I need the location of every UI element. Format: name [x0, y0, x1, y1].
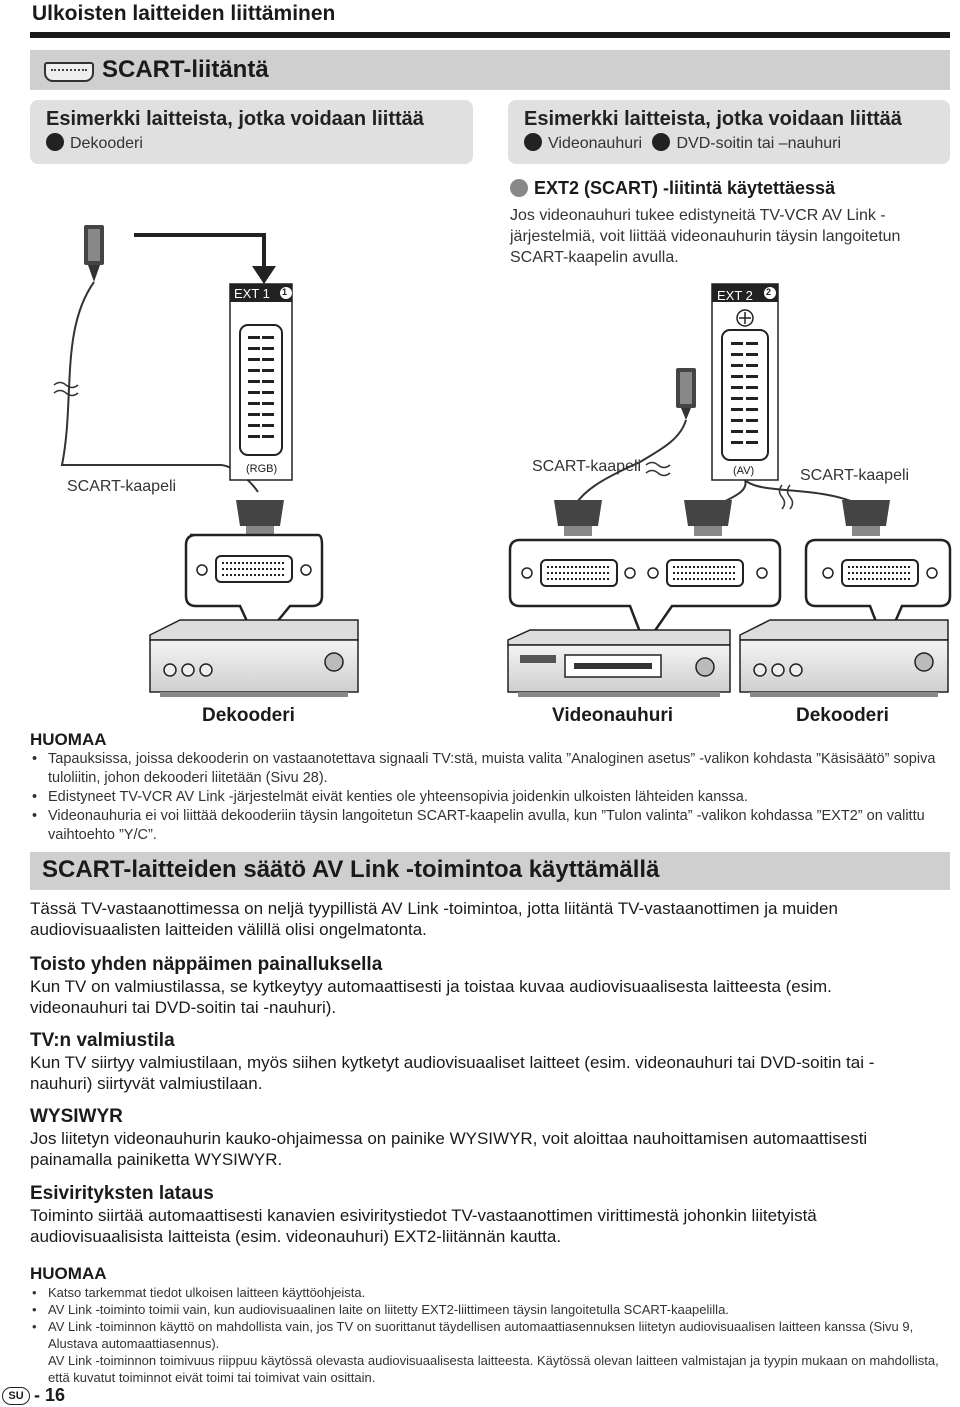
- arrow-head-icon: [252, 266, 276, 284]
- scart-plug-icon: [676, 368, 696, 420]
- note-item: • AV Link -toiminnon käyttö on mahdollista vain, jos TV on suorittanut täydellisen automaattiasennuksen liitetyn audiovisuaalisen laitteen kanssa (Sivu 9, Alustava automaattiasennus).: [30, 1318, 950, 1352]
- avlink-section-header: [30, 852, 950, 890]
- note-list: [30, 750, 950, 845]
- feature-heading: TV:n valmiustila: [30, 1030, 175, 1051]
- ext1-panel: [230, 284, 292, 480]
- example-item: DVD-soitin tai –nauhuri: [676, 135, 841, 152]
- scart-plug-icon: [84, 225, 104, 282]
- rgb-label: (RGB): [246, 463, 278, 475]
- ext2-heading-text: EXT2 (SCART) -liitintä käytettäessä: [534, 178, 836, 198]
- note-item-continuation: AV Link -toiminnon toimivuus riippuu käytössä olevasta audiovisuaalisesta laitteesta. Käytössä olevan laitteen valmistajan ja tyypin mukaan on mahdollista, että kuvatut toiminnot eivät toimi tai toimivat vain osittain.: [48, 1353, 939, 1385]
- ext1-number: 1: [282, 287, 288, 297]
- scart-plug-icon: [684, 500, 732, 536]
- page-title: Ulkoisten laitteiden liittäminen: [32, 2, 336, 25]
- ext2-text: Jos videonauhuri tukee edistyneitä TV-VCR AV Link -järjestelmiä, voit liittää videonauhurin täysin langoitetun SCART-kaapelin avulla.: [510, 207, 901, 266]
- cable-label-mid: SCART-kaapeli: [532, 458, 642, 475]
- language-badge: SU: [2, 1387, 30, 1405]
- scart-section-title: SCART-liitäntä: [102, 56, 269, 83]
- note-item: • Edistyneet TV-VCR AV Link -järjestelmät eivät kenties ole yhteensopivia joidenkin ulkoisten lähteiden kanssa.: [30, 788, 950, 807]
- note-heading: HUOMAA: [30, 1264, 107, 1283]
- note-heading: HUOMAA: [30, 730, 107, 749]
- decoder-left-device: [150, 620, 358, 697]
- break-icon: [646, 463, 670, 476]
- device-label-vcr: Videonauhuri: [552, 705, 674, 726]
- note-item: • Videonauhuria ei voi liittää dekooderiin täysin langoitetun SCART-kaapelin avulla, kun ”Tulon valinta” -valikon kohdassa ”EXT2” on valittu vaihtoehto ”Y/C”.: [30, 807, 950, 845]
- ext1-label: EXT 1: [234, 286, 270, 301]
- feature-heading: WYSIWYR: [30, 1106, 123, 1127]
- avlink-section-title: SCART-laitteiden säätö AV Link -toimintoa käyttämällä: [42, 856, 660, 883]
- note-item: • AV Link -toiminto toimii vain, kun audiovisuaalinen laite on liitetty EXT2-liittimeen täysin langoitetulla SCART-kaapelilla.: [30, 1301, 950, 1318]
- example-heading: Esimerkki laitteista, jotka voidaan liittää: [46, 108, 424, 130]
- device-label-decoder-right: Dekooderi: [796, 705, 889, 726]
- avlink-intro: Tässä TV-vastaanottimessa on neljä tyypillistä AV Link -toimintoa, jotta liitäntä TV-vastaanottimen ja muiden audiovisuaalisten laitteiden välillä olisi ongelmatonta.: [30, 899, 838, 939]
- vcr-device: [508, 630, 730, 697]
- av-label: (AV): [733, 465, 755, 477]
- scart-plug-icon: [842, 500, 890, 536]
- cable-label-right: SCART-kaapeli: [800, 467, 910, 484]
- ext2-panel: [712, 284, 778, 480]
- ext2-label: EXT 2: [717, 288, 753, 303]
- feature-text: Toiminto siirtää automaattisesti kanavien esiviritystiedot TV-vastaanottimen virittimestä johonkin liitetyistä audiovisuaalisista laitteista (esim. videonauhuri) EXT2-liitännän kautta.: [30, 1206, 817, 1246]
- ext2-number: 2: [766, 287, 772, 297]
- scart-plug-icon: [554, 500, 602, 536]
- example-item: Dekooderi: [70, 135, 143, 152]
- arrow-line: [134, 235, 264, 270]
- cable-line-left: [62, 282, 258, 492]
- device-label-decoder-left: Dekooderi: [202, 705, 295, 726]
- feature-heading: Esivirityksten lataus: [30, 1183, 214, 1204]
- feature-text: Jos liitetyn videonauhurin kauko-ohjaimessa on painike WYSIWYR, voit aloittaa nauhoittamisen automaattisesti painamalla painiketta WYSIWYR.: [30, 1129, 868, 1169]
- note-item: • Katso tarkemmat tiedot ulkoisen laitteen käyttöohjeista.: [30, 1284, 950, 1301]
- example-heading: Esimerkki laitteista, jotka voidaan liittää: [524, 108, 902, 130]
- note-item: • Tapauksissa, joissa dekooderin on vastaanotettava signaali TV:stä, muista valita ”Analoginen asetus” -valikon kohdasta ”Käsisäätö” sopiva tuloliitin, johon dekooderi liitetään (Sivu 28).: [30, 750, 950, 788]
- feature-heading: Toisto yhden näppäimen painalluksella: [30, 954, 383, 975]
- feature-text: Kun TV on valmiustilassa, se kytkeytyy automaattisesti ja toistaa kuvaa audiovisuaalisesta laitteesta (esim. videonauhuri tai DVD-soitin tai -nauhuri).: [30, 977, 832, 1017]
- example-item: Videonauhuri: [548, 135, 643, 152]
- page-number: - 16: [34, 1385, 66, 1405]
- note-list: [30, 1284, 950, 1386]
- cable-label-left: SCART-kaapeli: [67, 478, 177, 495]
- scart-plug-icon: [236, 500, 284, 536]
- decoder-right-device: [740, 620, 948, 697]
- feature-text: Kun TV siirtyy valmiustilaan, myös siihen kytketyt audiovisuaaliset laitteet (esim. videonauhuri tai DVD-soitin tai -nauhuri) siirtyvät valmiustilaan.: [30, 1053, 875, 1093]
- break-icon: [54, 383, 78, 396]
